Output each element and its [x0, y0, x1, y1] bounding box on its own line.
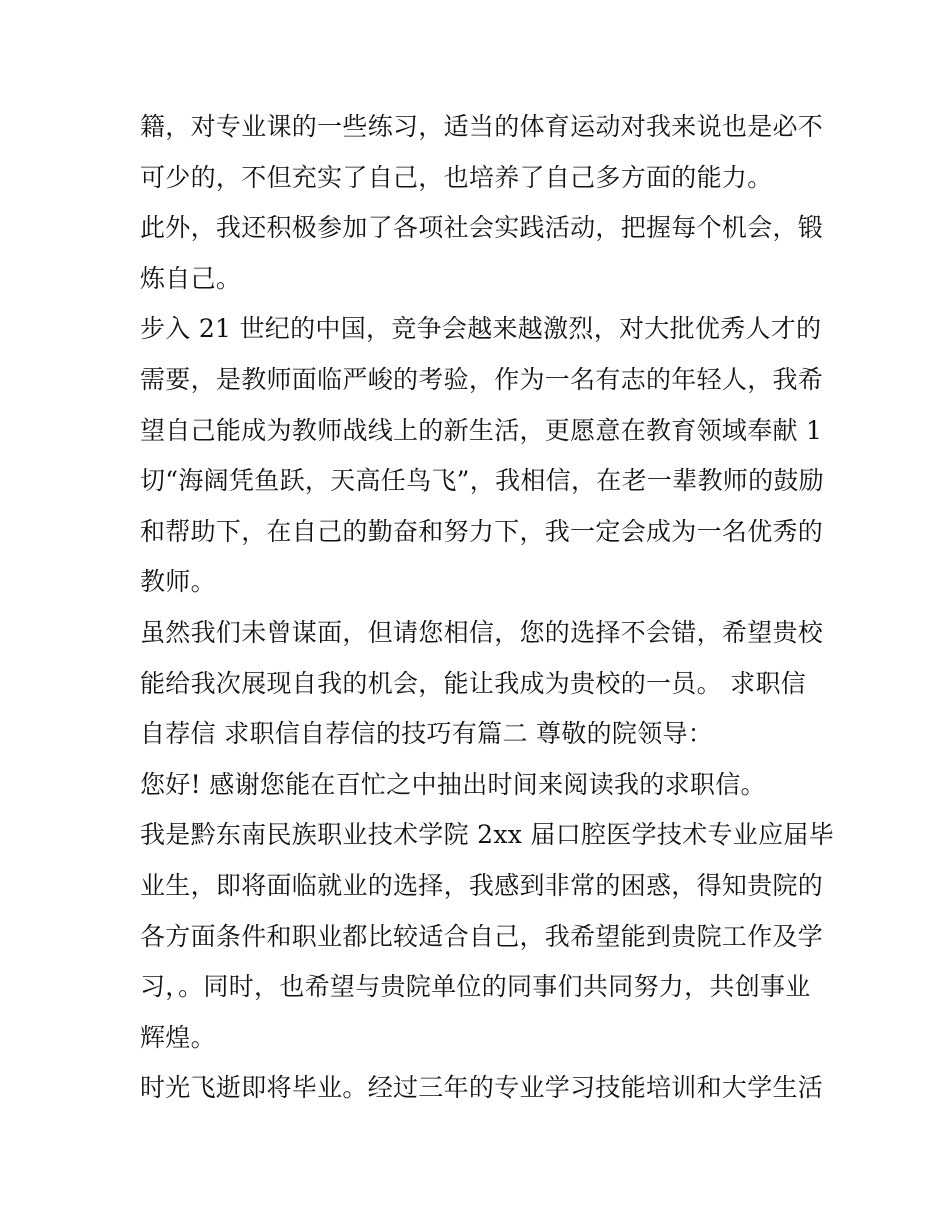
text-line: 习，。同时，也希望与贵院单位的同事们共同努力，共创事业: [140, 972, 811, 1002]
text-line: 能给我次展现自我的机会，能让我成为贵校的一员。 求职信: [140, 668, 807, 698]
text-line: 步入 21 世纪的中国，竞争会越来越激烈，对大批优秀人才的: [140, 314, 822, 344]
text-line: 炼自己。: [140, 263, 242, 293]
text-line: 辉煌。: [140, 1022, 216, 1052]
text-line: 需要，是教师面临严峻的考验，作为一名有志的年轻人，我希: [140, 364, 824, 394]
text-line: 和帮助下，在自己的勤奋和努力下，我一定会成为一名优秀的: [140, 516, 824, 546]
text-line: 您好! 感谢您能在百忙之中抽出时间来阅读我的求职信。: [140, 769, 766, 799]
text-line: 自荐信 求职信自荐信的技巧有篇二 尊敬的院领导：: [140, 719, 714, 749]
text-line: 此外，我还积极参加了各项社会实践活动，把握每个机会，锻: [140, 213, 824, 243]
body-text: [140, 102, 834, 1114]
text-line: 业生，即将面临就业的选择，我感到非常的困惑，得知贵院的: [140, 870, 824, 900]
text-line: 籍，对专业课的一些练习，适当的体育运动对我来说也是必不: [140, 112, 824, 141]
text-line: 时光飞逝即将毕业。经过三年的专业学习技能培训和大学生活: [140, 1073, 824, 1103]
text-line: 望自己能成为教师战线上的新生活，更愿意在教育领域奉献 1: [140, 415, 823, 445]
text-line: 可少的，不但充实了自己，也培养了自己多方面的能力。: [140, 162, 773, 192]
text-line: 各方面条件和职业都比较适合自己，我希望能到贵院工作及学: [140, 921, 824, 951]
text-line: 虽然我们未曾谋面，但请您相信，您的选择不会错，希望贵校: [140, 617, 824, 647]
text-line: 我是黔东南民族职业技术学院 2xx 届口腔医学技术专业应届毕: [140, 820, 834, 850]
text-line: 教师。: [140, 567, 216, 597]
text-line: 切“海阔凭鱼跃，天高任鸟飞”，我相信，在老一辈教师的鼓励: [140, 466, 824, 496]
